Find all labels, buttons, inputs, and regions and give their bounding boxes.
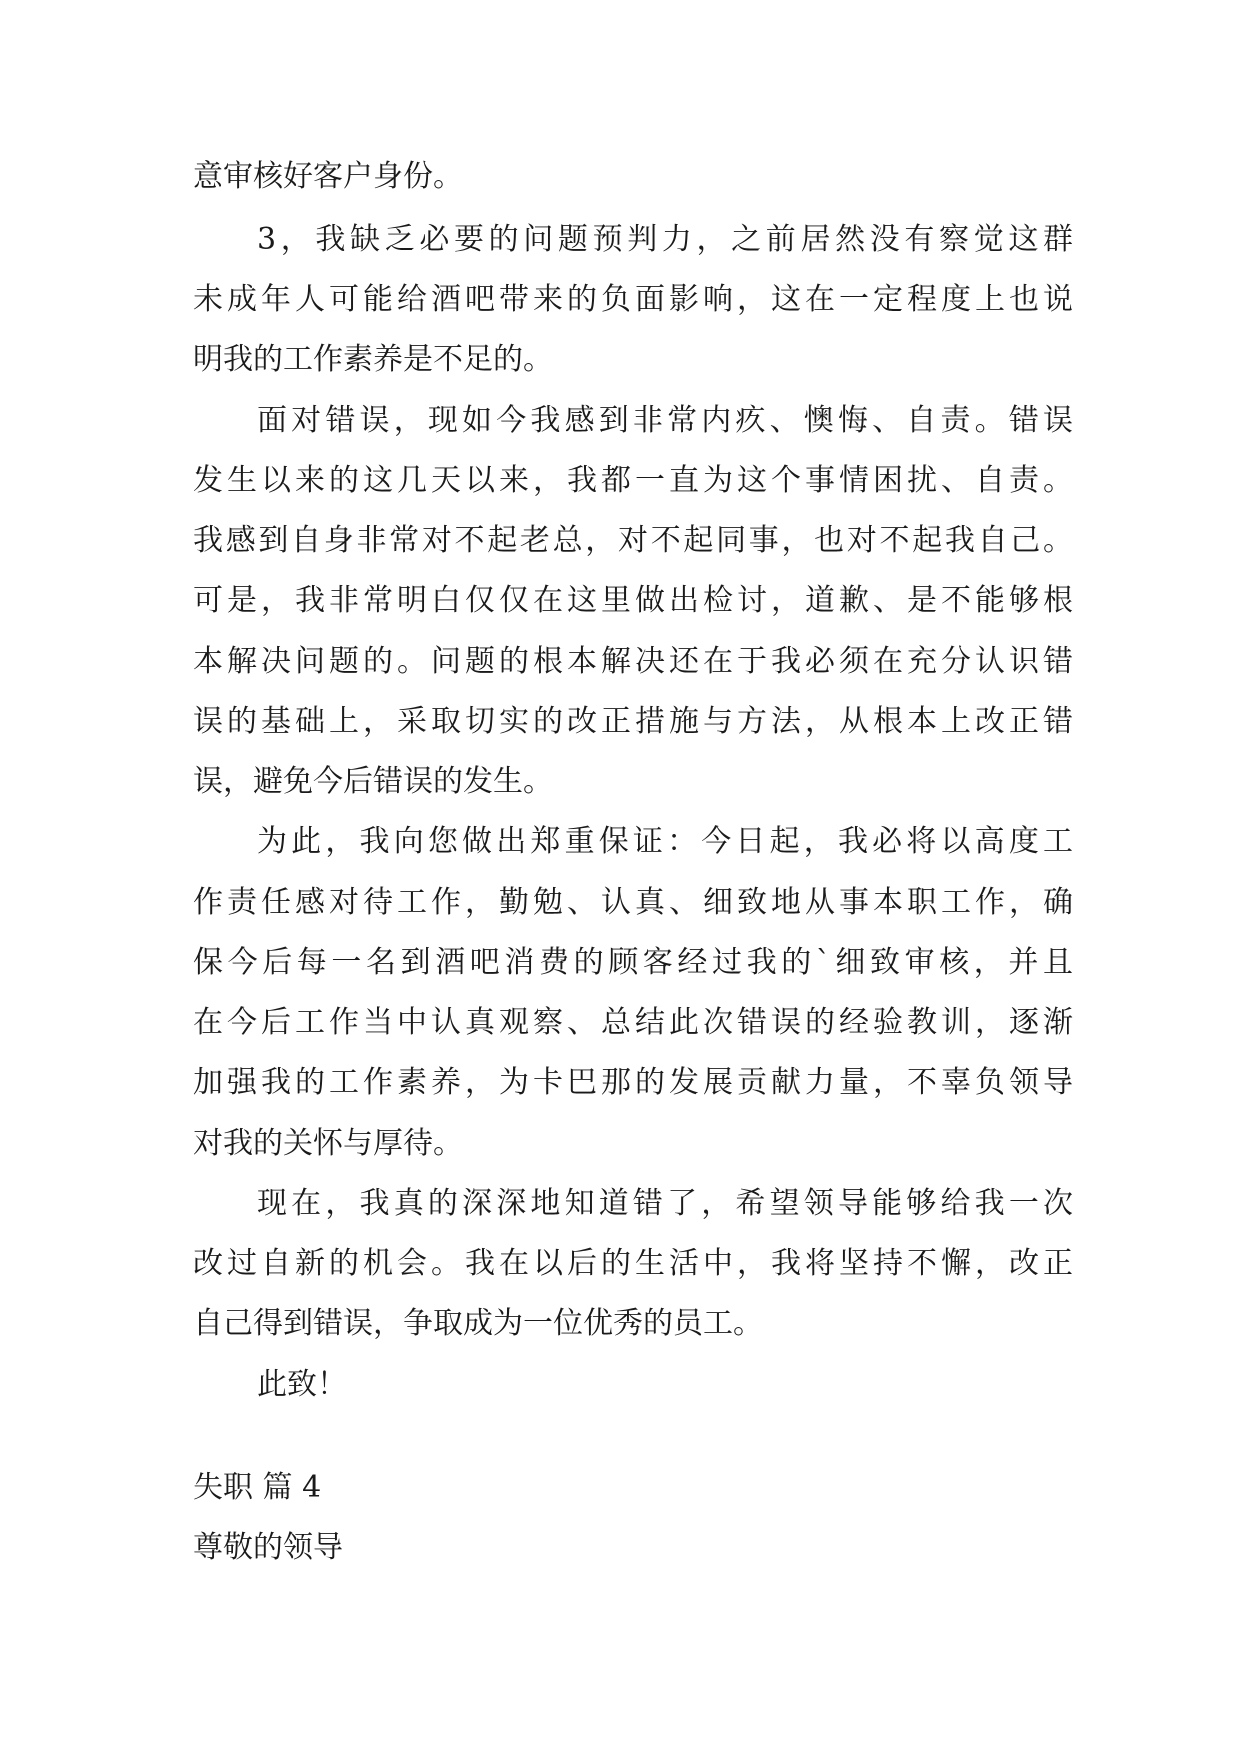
salutation: 尊敬的领导 — [193, 1530, 343, 1565]
text-line: 面对错误，现如今我感到非常内疚、懊悔、自责。错误 — [257, 403, 1073, 438]
text-line: 自己得到错误，争取成为一位优秀的员工。 — [193, 1306, 763, 1341]
text-line: 意审核好客户身份。 — [193, 159, 463, 194]
section-heading: 失职 篇 4 — [193, 1470, 322, 1505]
text-line: 改过自新的机会。我在以后的生活中，我将坚持不懈，改正 — [193, 1246, 1073, 1281]
text-line: 加强我的工作素养，为卡巴那的发展贡献力量，不辜负领导 — [193, 1065, 1073, 1100]
text-line: 本解决问题的。问题的根本解决还在于我必须在充分认识错 — [193, 644, 1073, 679]
text-line: 对我的关怀与厚待。 — [193, 1126, 463, 1161]
text-line: 发生以来的这几天以来，我都一直为这个事情困扰、自责。 — [193, 463, 1073, 498]
text-line: 误的基础上，采取切实的改正措施与方法，从根本上改正错 — [193, 704, 1073, 739]
text-line: 误，避免今后错误的发生。 — [193, 764, 553, 799]
text-line: 可是，我非常明白仅仅在这里做出检讨，道歉、是不能够根 — [193, 583, 1073, 618]
text-line: 我感到自身非常对不起老总，对不起同事，也对不起我自己。 — [193, 523, 1073, 558]
text-line: 此致！ — [257, 1367, 347, 1402]
text-line: 在今后工作当中认真观察、总结此次错误的经验教训，逐渐 — [193, 1005, 1073, 1040]
text-line: 为此，我向您做出郑重保证：今日起，我必将以高度工 — [257, 824, 1073, 859]
text-line: 作责任感对待工作，勤勉、认真、细致地从事本职工作，确 — [193, 885, 1073, 920]
text-line: 现在，我真的深深地知道错了，希望领导能够给我一次 — [257, 1186, 1073, 1221]
text-line: 保今后每一名到酒吧消费的顾客经过我的`细致审核，并且 — [193, 945, 1073, 980]
text-line: 3，我缺乏必要的问题预判力，之前居然没有察觉这群 — [257, 222, 1073, 257]
text-line: 未成年人可能给酒吧带来的负面影响，这在一定程度上也说 — [193, 282, 1073, 317]
text-line: 明我的工作素养是不足的。 — [193, 342, 553, 377]
